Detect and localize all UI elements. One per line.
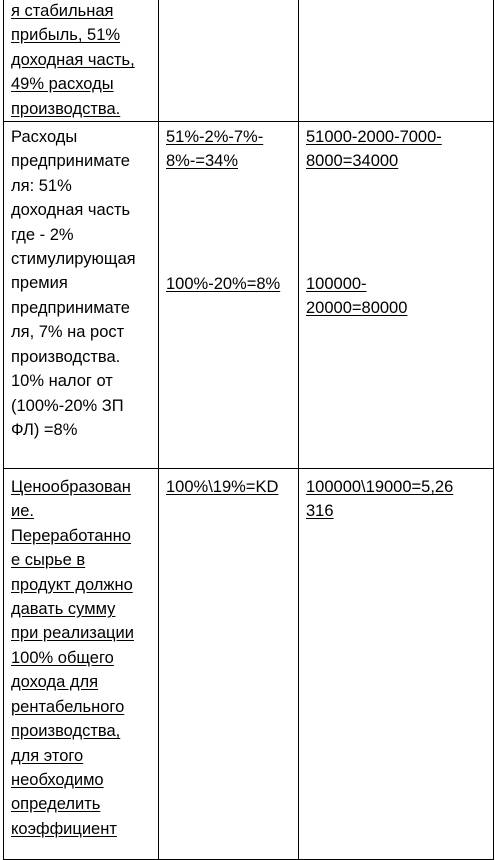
table-cell-formula <box>159 122 299 469</box>
text-line: доходная часть, <box>11 50 135 69</box>
document-table <box>3 0 494 860</box>
text-line: производства. <box>11 99 121 118</box>
table-cell-description <box>4 469 159 860</box>
calculation-top <box>306 125 489 174</box>
text-line: прибыль, 51% <box>11 26 121 45</box>
text-line: где - 2% <box>11 225 74 244</box>
text-line: 100%-20%=8% <box>166 274 281 293</box>
text-line: производства, <box>11 722 121 741</box>
spacer <box>306 174 489 272</box>
table-row <box>4 469 494 860</box>
text-line: премия <box>11 274 68 293</box>
text-line: давать сумму <box>11 600 116 619</box>
text-line: доходная часть <box>11 201 131 220</box>
text-line: 51000-2000-7000- <box>306 128 442 147</box>
text-line: дохода для <box>11 673 99 692</box>
text-line: необходимо <box>11 770 104 789</box>
calculation-bottom <box>306 272 489 321</box>
text-line: 316 <box>306 502 334 521</box>
table-cell-calculation <box>299 122 494 469</box>
text-line: рентабельного <box>11 697 125 716</box>
calculation-text <box>306 475 489 524</box>
text-line: ие. <box>11 502 34 521</box>
text-line: для этого <box>11 746 84 765</box>
text-line: производства. <box>11 347 121 366</box>
text-line: Расходы <box>11 128 78 147</box>
text-line: 100000- <box>306 274 367 293</box>
text-line: ля: 51% <box>11 176 72 195</box>
text-line: коэффициент <box>11 819 117 838</box>
formula-bottom <box>166 272 294 296</box>
text-line: 100%\19%=KD <box>166 478 279 497</box>
text-line: 10% налог от <box>11 372 113 391</box>
table-cell-calculation <box>299 469 494 860</box>
text-line: предпринимате <box>11 152 130 171</box>
text-line: 51%-2%-7%- <box>166 128 264 147</box>
table-cell-formula <box>159 469 299 860</box>
table-cell-description <box>4 122 159 469</box>
text-line: стимулирующая <box>11 250 136 269</box>
text-line: при реализации <box>11 624 134 643</box>
text-line: 20000=80000 <box>306 299 408 318</box>
table-cell-description <box>4 0 159 122</box>
cell-text <box>11 125 154 442</box>
text-line: (100%-20% ЗП <box>11 396 124 415</box>
cell-text <box>11 0 154 121</box>
text-line: ля, 7% на рост <box>11 323 125 342</box>
cell-text <box>11 475 154 841</box>
table-row <box>4 0 494 122</box>
text-line: Ценообразован <box>11 478 131 497</box>
table-row <box>4 122 494 469</box>
text-line: е сырье в <box>11 551 86 570</box>
formula-text <box>166 475 294 499</box>
text-line: 49% расходы <box>11 75 114 94</box>
formula-top <box>166 125 294 174</box>
text-line: 100% общего <box>11 648 114 667</box>
text-line: предпринимате <box>11 298 130 317</box>
text-line: ФЛ) =8% <box>11 420 78 439</box>
text-line: определить <box>11 795 101 814</box>
text-line: 8000=34000 <box>306 152 399 171</box>
text-line: продукт должно <box>11 575 133 594</box>
text-line: я стабильная <box>11 2 114 20</box>
text-line: 8%-=34% <box>166 152 239 171</box>
text-line: Переработанно <box>11 526 131 545</box>
text-line: 100000\19000=5,26 <box>306 478 454 497</box>
table-cell-formula <box>159 0 299 122</box>
table-cell-calculation <box>299 0 494 122</box>
spacer <box>166 174 294 272</box>
